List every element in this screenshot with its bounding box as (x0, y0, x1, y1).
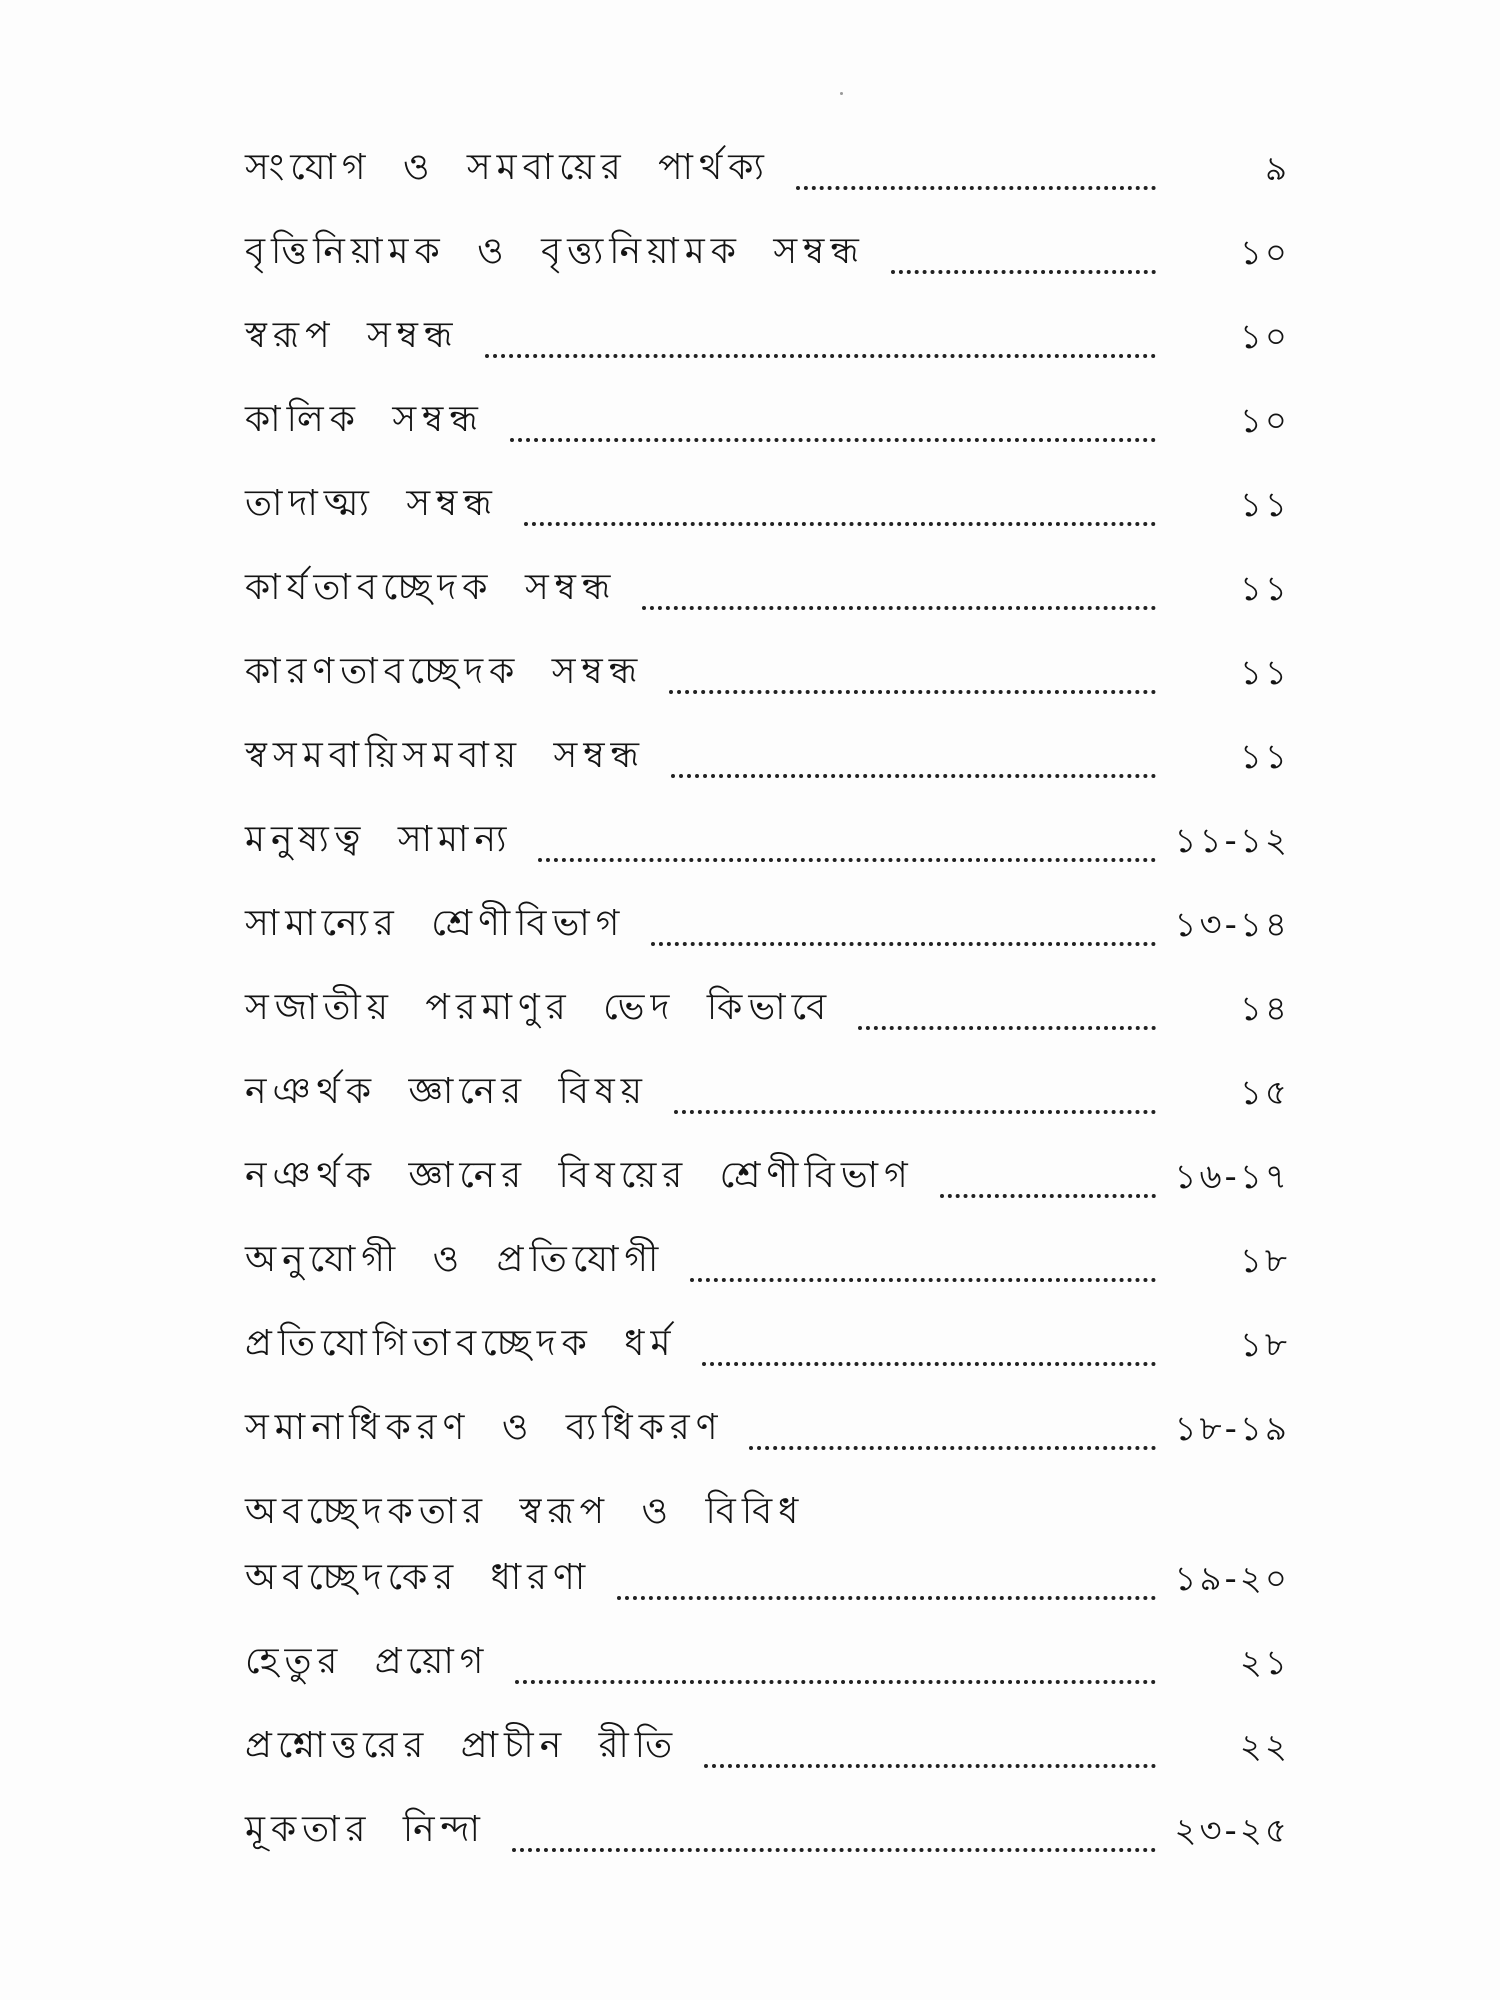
toc-entry-page: ১০ (1239, 317, 1290, 357)
dot-leader (796, 185, 1156, 190)
dot-leader (674, 1109, 1156, 1114)
toc-entry-page: ১১ (1239, 569, 1290, 609)
toc-entry (245, 298, 1290, 382)
toc-entry (245, 1390, 1290, 1474)
toc-entry (245, 886, 1290, 970)
dot-leader (651, 941, 1156, 946)
toc-entry-title: সংযোগ ও সমবায়ের পার্থক্য (245, 147, 770, 188)
toc-entry (245, 466, 1290, 550)
dot-leader (671, 773, 1156, 778)
dot-leader (669, 689, 1156, 694)
toc-entry-page: ১৬-১৭ (1174, 1157, 1290, 1197)
toc-entry-page: ২৩-২৫ (1174, 1811, 1290, 1851)
dot-leader (749, 1445, 1156, 1450)
toc-entry-page: ১৮ (1239, 1241, 1290, 1281)
toc-entry (245, 1708, 1290, 1792)
toc-entry-page: ১০ (1239, 233, 1290, 273)
toc-entry-title: অনুযোগী ও প্রতিযোগী (245, 1239, 665, 1280)
table-of-contents (245, 130, 1290, 1876)
dot-leader (642, 605, 1156, 610)
toc-entry (245, 1054, 1290, 1138)
toc-entry-title-line-2: অবচ্ছেদকের ধারণা (245, 1557, 592, 1598)
toc-entry-title: বৃত্তিনিয়ামক ও বৃত্ত্যনিয়ামক সম্বন্ধ (245, 231, 865, 272)
dot-leader (524, 521, 1156, 526)
toc-entry-title: নঞর্থক জ্ঞানের বিষয় (245, 1071, 648, 1112)
toc-entry-title: প্রশ্নোত্তরের প্রাচীন রীতি (245, 1725, 679, 1766)
scan-speck (840, 92, 843, 95)
toc-entry-page: ১৯-২০ (1174, 1559, 1290, 1599)
toc-entry-page: ২১ (1239, 1643, 1290, 1683)
toc-entry-page: ১১-১২ (1174, 821, 1290, 861)
toc-entry (245, 1624, 1290, 1708)
dot-leader (510, 437, 1156, 442)
toc-entry-title: কার্যতাবচ্ছেদক সম্বন্ধ (245, 567, 617, 608)
toc-entry (245, 1222, 1290, 1306)
toc-entry (245, 382, 1290, 466)
toc-entry-title: নঞর্থক জ্ঞানের বিষয়ের শ্রেণীবিভাগ (245, 1155, 914, 1196)
dot-leader (485, 353, 1156, 358)
dot-leader (515, 1679, 1156, 1684)
dot-leader (512, 1847, 1156, 1852)
toc-entry-title: মনুষ্যত্ব সামান্য (245, 819, 513, 860)
dot-leader (617, 1595, 1156, 1600)
toc-entry-line-1 (245, 1486, 1290, 1558)
toc-entry (245, 634, 1290, 718)
toc-entry-page: ১৮ (1239, 1325, 1290, 1365)
toc-entry-multiline (245, 1474, 1290, 1624)
toc-entry-title: তাদাত্ম্য সম্বন্ধ (245, 483, 498, 524)
toc-entry (245, 802, 1290, 886)
toc-entry (245, 550, 1290, 634)
toc-entry (245, 214, 1290, 298)
toc-entry-title: মূকতার নিন্দা (245, 1809, 486, 1850)
dot-leader (704, 1763, 1156, 1768)
toc-entry-title: স্বরূপ সম্বন্ধ (245, 315, 459, 356)
toc-entry-page: ১৪ (1239, 989, 1290, 1029)
toc-entry-page: ১১ (1239, 485, 1290, 525)
toc-entry-title: সামান্যের শ্রেণীবিভাগ (245, 903, 626, 944)
toc-entry (245, 970, 1290, 1054)
toc-entry-page: ১১ (1239, 653, 1290, 693)
toc-entry (245, 1138, 1290, 1222)
toc-entry-title: কারণতাবচ্ছেদক সম্বন্ধ (245, 651, 644, 692)
dot-leader (702, 1361, 1156, 1366)
toc-entry-page: ১৩-১৪ (1174, 905, 1290, 945)
toc-entry (245, 1792, 1290, 1876)
toc-entry-line-2 (245, 1558, 1290, 1624)
toc-entry (245, 718, 1290, 802)
toc-entry (245, 130, 1290, 214)
dot-leader (690, 1277, 1156, 1282)
toc-entry-page: ৯ (1264, 149, 1290, 189)
toc-entry-page: ১৫ (1239, 1073, 1290, 1113)
toc-entry-title: কালিক সম্বন্ধ (245, 399, 484, 440)
dot-leader (891, 269, 1156, 274)
toc-entry-title: হেতুর প্রয়োগ (245, 1641, 490, 1682)
toc-entry-title: সজাতীয় পরমাণুর ভেদ কিভাবে (245, 987, 833, 1028)
dot-leader (858, 1025, 1156, 1030)
dot-leader (940, 1193, 1156, 1198)
toc-entry-title: স্বসমবায়িসমবায় সম্বন্ধ (245, 735, 646, 776)
toc-entry-page: ১৮-১৯ (1174, 1409, 1290, 1449)
dot-leader (538, 857, 1156, 862)
toc-entry (245, 1306, 1290, 1390)
toc-entry-page: ২২ (1239, 1727, 1290, 1767)
toc-entry-page: ১০ (1239, 401, 1290, 441)
toc-entry-page: ১১ (1239, 737, 1290, 777)
toc-entry-title: প্রতিযোগিতাবচ্ছেদক ধর্ম (245, 1323, 677, 1364)
toc-entry-title: সমানাধিকরণ ও ব্যধিকরণ (245, 1407, 724, 1448)
toc-entry-title-line-1: অবচ্ছেদকতার স্বরূপ ও বিবিধ (245, 1491, 805, 1532)
